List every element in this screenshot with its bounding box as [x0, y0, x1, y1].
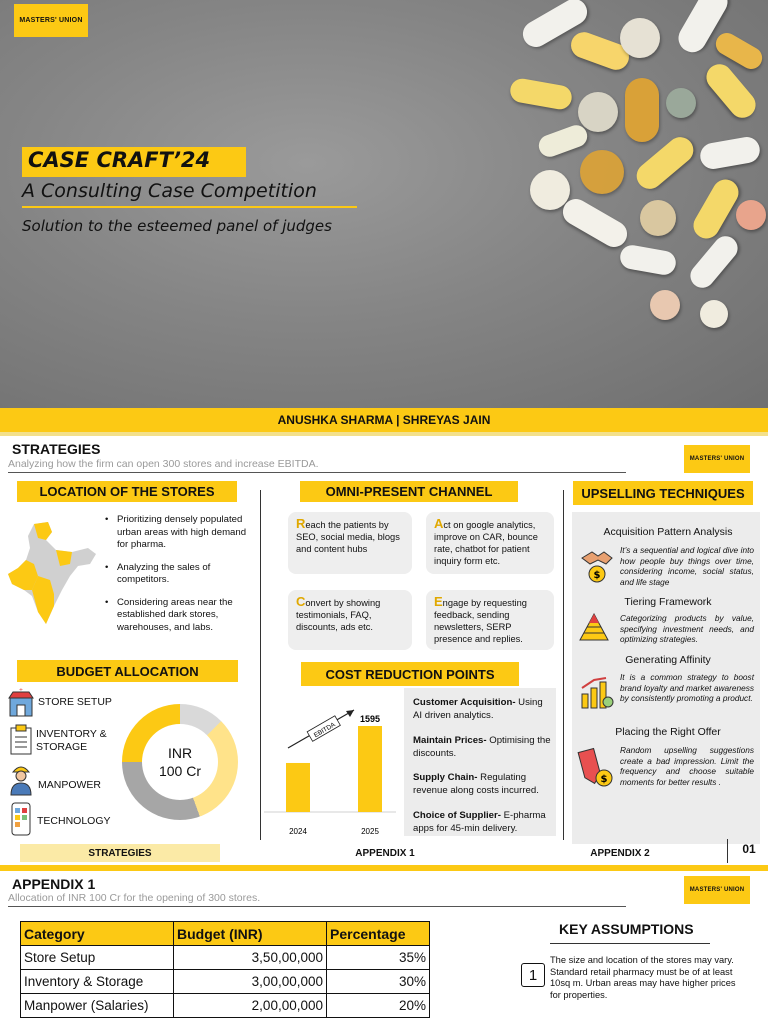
- budget-label: TECHNOLOGY: [37, 815, 111, 827]
- table-cell: Manpower (Salaries): [21, 994, 174, 1018]
- bar-2024: [286, 763, 310, 812]
- case-subtitle: A Consulting Case Competition: [22, 180, 317, 202]
- budget-label: STORE SETUP: [38, 696, 112, 708]
- svg-text:$: $: [593, 570, 601, 581]
- appendix-heading: APPENDIX 1: [12, 876, 96, 892]
- divider: [0, 432, 768, 436]
- clipboard-icon: [8, 724, 34, 756]
- ebitda-chart: [262, 690, 398, 842]
- ebitda-chart-svg: [262, 690, 398, 842]
- cost-title: COST REDUCTION POINTS: [301, 662, 519, 686]
- list-item: • Analyzing the sales of competitors.: [105, 562, 255, 587]
- india-map-icon: [4, 520, 98, 630]
- masters-union-logo: MASTERS' UNION: [684, 445, 750, 473]
- cost-point: Customer Acquisition- Using AI driven analytics.: [413, 697, 543, 721]
- divider: [8, 472, 626, 473]
- list-item: • Prioritizing densely populated urban areas with high demand for pharma.: [105, 514, 255, 552]
- omni-card-engage: Engage by requesting feedback, sending newsletters, SERP presence and replies.: [426, 590, 554, 650]
- table-header-row: [21, 922, 430, 946]
- location-bullets: [105, 514, 255, 644]
- nav-tab-strategies[interactable]: STRATEGIES: [20, 844, 220, 862]
- table-cell: 2,00,00,000: [174, 994, 327, 1018]
- upsell-description: Categorizing products by value, specifying investment needs, and optimizing strategies.: [620, 613, 754, 644]
- table-row: [21, 970, 430, 994]
- budget-label: INVENTORY & STORAGE: [36, 728, 107, 753]
- upsell-heading: Acquisition Pattern Analysis: [603, 526, 733, 538]
- divider: [550, 943, 710, 944]
- upsell-heading: Tiering Framework: [624, 596, 712, 608]
- divider: [563, 490, 564, 840]
- omni-card-reach: Reach the patients by SEO, social media, blogs and content hubs: [288, 512, 412, 574]
- upsell-description: It’s a sequential and logical dive into how people buy things over time, considering income, social status, and life stage: [620, 545, 754, 587]
- authors-bar: [0, 408, 768, 432]
- location-title: LOCATION OF THE STORES: [17, 481, 237, 502]
- table-cell: 3,00,00,000: [174, 970, 327, 994]
- handshake-coin-icon: [580, 548, 614, 584]
- store-icon: [8, 688, 34, 718]
- strategies-subheading: Analyzing how the firm can open 300 stores and increase EBITDA.: [8, 458, 319, 470]
- omni-card-convert: Convert by showing testimonials, FAQ, discounts, ads etc.: [288, 590, 412, 650]
- pills-image: [500, 0, 768, 340]
- upselling-title: UPSELLING TECHNIQUES: [573, 481, 753, 505]
- divider: [260, 490, 261, 840]
- table-header: Percentage: [327, 922, 430, 946]
- cost-point: Choice of Supplier- E-pharma apps for 45-min delivery.: [413, 810, 546, 834]
- svg-text:+: +: [18, 688, 24, 693]
- pyramid-icon: [578, 612, 610, 642]
- donut-center-label: INR 100 Cr: [158, 745, 202, 779]
- table-cell: 3,50,00,000: [174, 946, 327, 970]
- cost-point: Maintain Prices- Optimising the discounts.: [413, 735, 551, 759]
- upsell-heading: Placing the Right Offer: [615, 726, 721, 738]
- data-label: 1595: [359, 714, 381, 724]
- omni-title: OMNI-PRESENT CHANNEL: [300, 481, 518, 502]
- divider: [727, 839, 728, 863]
- table-row: [21, 946, 430, 970]
- budget-label: MANPOWER: [38, 779, 101, 791]
- upsell-heading: Generating Affinity: [625, 654, 711, 666]
- case-title: CASE CRAFT’24: [22, 147, 246, 177]
- subtitle-underline: [22, 206, 357, 208]
- tick-label: 2025: [361, 827, 379, 836]
- upsell-description: Random upselling suggestions create a bad impression. Limit the frequency and choose suitable moments for better results .: [620, 745, 754, 787]
- table-row: [21, 994, 430, 1018]
- hero-banner: [0, 0, 768, 408]
- case-tagline: Solution to the esteemed panel of judges: [22, 217, 332, 235]
- table-cell: Inventory & Storage: [21, 970, 174, 994]
- strategies-heading: STRATEGIES: [12, 441, 101, 457]
- svg-text:$: $: [600, 774, 608, 785]
- omni-card-act: Act on google analytics, improve on CAR, bounce rate, chatbot for patient inquiry form etc.: [426, 512, 554, 574]
- table-header: Budget (INR): [174, 922, 327, 946]
- nav-tab-appendix-1[interactable]: APPENDIX 1: [355, 847, 415, 859]
- budget-table: [20, 921, 430, 1018]
- assumption-number: 1: [521, 963, 545, 987]
- masters-union-logo: MASTERS' UNION: [684, 876, 750, 904]
- ebitda-arrow-label: [307, 716, 340, 742]
- table-cell: 35%: [327, 946, 430, 970]
- page-number: 01: [742, 842, 756, 856]
- cost-point: Supply Chain- Regulating revenue along costs incurred.: [413, 772, 539, 796]
- table-cell: Store Setup: [21, 946, 174, 970]
- arrow-label-text: EBITDA: [312, 721, 337, 740]
- divider: [8, 906, 626, 907]
- assumption-text: The size and location of the stores may vary. Standard retail pharmacy must be of at least 10sq m. Urban areas may have higher prices for properties.: [550, 955, 736, 1000]
- phone-icon: [10, 802, 32, 836]
- table-cell: 30%: [327, 970, 430, 994]
- upsell-description: It is a common strategy to boost brand loyalty and market awareness by consistently promoting a product.: [620, 672, 754, 703]
- list-item: • Considering areas near the established dark stores, warehouses, and labs.: [105, 597, 255, 635]
- assumptions-title: KEY ASSUMPTIONS: [559, 921, 694, 937]
- appendix-subheading: Allocation of INR 100 Cr for the opening of 300 stores.: [8, 892, 261, 904]
- divider: [0, 865, 768, 871]
- growth-coins-icon: [578, 676, 614, 710]
- worker-icon: [8, 762, 34, 796]
- nav-tab-appendix-2[interactable]: APPENDIX 2: [590, 847, 650, 859]
- table-cell: 20%: [327, 994, 430, 1018]
- price-tag-icon: [576, 746, 616, 788]
- table-header: Category: [21, 922, 174, 946]
- masters-union-logo: MASTERS' UNION: [14, 4, 88, 37]
- budget-title: BUDGET ALLOCATION: [17, 660, 238, 682]
- tick-label: 2024: [289, 827, 307, 836]
- bar-2025: [358, 726, 382, 812]
- authors-text: ANUSHKA SHARMA | SHREYAS JAIN: [277, 413, 491, 427]
